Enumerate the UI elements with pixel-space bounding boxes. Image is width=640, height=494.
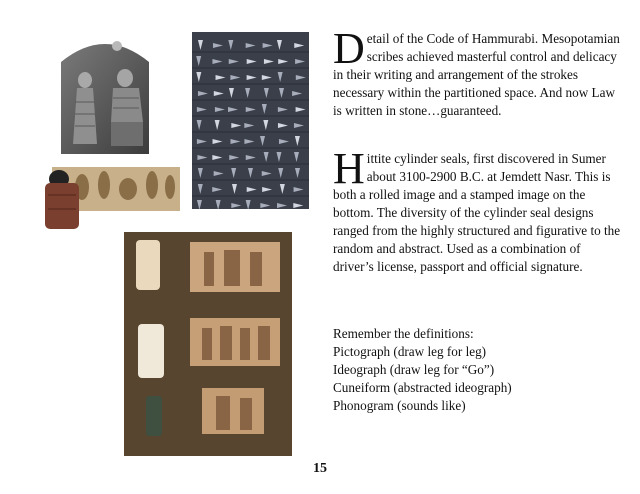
definitions-list bbox=[333, 325, 623, 415]
definition-item: Cuneiform (abstracted ideograph) bbox=[333, 380, 512, 395]
definition-item: Pictograph (draw leg for leg) bbox=[333, 344, 487, 359]
definition-item: Ideograph (draw leg for “Go”) bbox=[333, 362, 495, 377]
paragraph-body: etail of the Code of Hammurabi. Mesopotamian scribes achieved masterful control and delicacy in their writing and arrangement of the strokes necessary within the partitioned space. And now Law is written in stone…guaranteed. bbox=[333, 31, 620, 118]
stele-photo bbox=[55, 32, 155, 154]
drop-cap: H bbox=[333, 144, 365, 193]
paragraph-code-of-hammurabi bbox=[333, 24, 623, 120]
page-number: 15 bbox=[313, 461, 327, 476]
drop-cap: D bbox=[333, 24, 365, 73]
cuneiform-photo bbox=[192, 32, 309, 209]
cylinder-seals-board-photo bbox=[124, 232, 292, 456]
definition-item: Phonogram (sounds like) bbox=[333, 398, 466, 413]
paragraph-cylinder-seals bbox=[333, 144, 623, 276]
definitions-intro: Remember the definitions: bbox=[333, 326, 474, 341]
cylinder-seal-photo bbox=[42, 163, 182, 231]
paragraph-body: ittite cylinder seals, first discovered in Sumer about 3100-2900 B.C. at Jemdett Nasr. This is both a rolled image and a stamped image on the bottom. The diversity of the cylinder seal designs ranged from the highly structured and figurative to the random and abstract. Used as a combination of driver’s license, passport and official signature. bbox=[333, 151, 621, 274]
